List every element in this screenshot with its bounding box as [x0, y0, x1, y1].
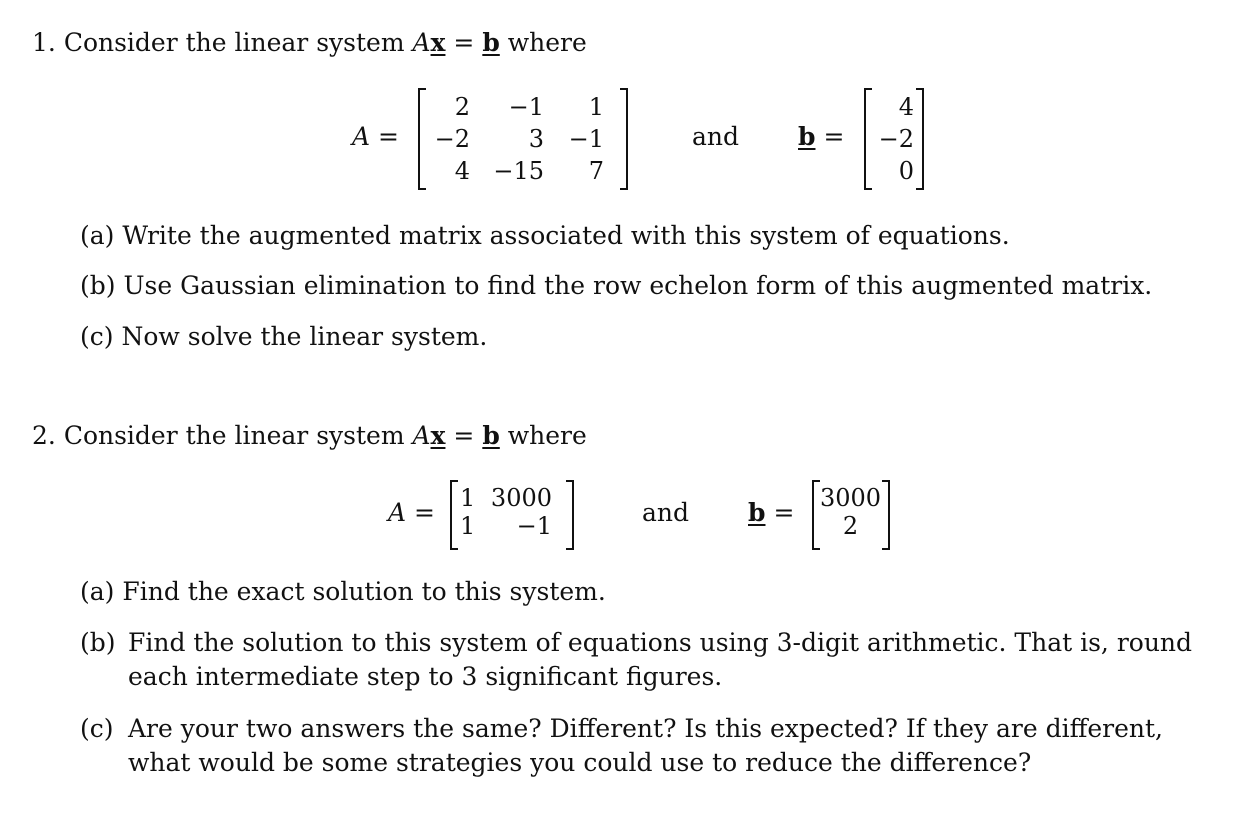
problem-1-x-symbol: x — [430, 28, 446, 57]
problem-2-vector-b-table — [814, 484, 887, 540]
problem-2-x-symbol: x — [430, 421, 446, 450]
vector-cell: −2 — [878, 125, 914, 153]
matrix-cell: 1 — [460, 512, 476, 540]
problem-1-vector-b-label: b = — [798, 122, 845, 151]
matrix-cell: 1 — [588, 93, 604, 121]
problem-1-matrix-A-table — [426, 91, 610, 187]
vector-cell: 0 — [898, 157, 914, 185]
problem-1-and: and — [692, 122, 740, 151]
problem-2-intro: Consider the linear system — [63, 421, 405, 450]
part-label: (a) — [80, 577, 115, 606]
part-label: (b) — [80, 628, 116, 657]
problem-2-heading — [32, 421, 587, 451]
problem-1-matrix-A-label: A = — [352, 122, 399, 151]
problem-2-equals: = — [453, 421, 475, 450]
problem-1-part-c — [80, 320, 487, 354]
part-text: Now solve the linear system. — [121, 322, 488, 351]
problem-1-heading — [32, 28, 587, 58]
problem-1-vector-b-table — [868, 91, 920, 187]
problem-2-matrix-A-label: A = — [388, 498, 435, 527]
matrix-cell: 7 — [588, 157, 604, 185]
matrix-cell: −1 — [508, 93, 544, 121]
problem-2-vector-b — [814, 480, 888, 550]
part-text: Use Gaussian elimination to find the row echelon form of this augmented matrix. — [123, 271, 1153, 300]
problem-1-matrix-A — [420, 88, 626, 190]
problem-1-part-a — [80, 219, 1010, 253]
problem-2-part-a — [80, 575, 606, 609]
matrix-cell: 1 — [460, 484, 476, 512]
matrix-cell: −15 — [493, 157, 544, 185]
problem-1-A-symbol: A — [412, 28, 431, 57]
problem-1-part-b — [80, 269, 1152, 303]
problem-1-equals: = — [453, 28, 475, 57]
part-text: Find the solution to this system of equations using 3-digit arithmetic. That is, round each intermediate step to 3 significant figures. — [128, 628, 1193, 691]
problem-2-number: 2. — [32, 421, 56, 450]
matrix-cell: 4 — [454, 157, 470, 185]
problem-1-vector-b — [866, 88, 922, 190]
vector-cell: 4 — [898, 93, 914, 121]
problem-1-number: 1. — [32, 28, 56, 57]
problem-2-A-symbol: A — [412, 421, 431, 450]
problem-2-matrix-A — [452, 480, 572, 550]
problem-1-b-symbol: b — [482, 28, 500, 57]
part-text: Write the augmented matrix associated with this system of equations. — [122, 221, 1010, 250]
problem-2-b-symbol: b — [482, 421, 500, 450]
part-text: Are your two answers the same? Different? Is this expected? If they are different, what would be some strategies you could use to reduce the difference? — [128, 714, 1163, 777]
part-label: (b) — [80, 271, 116, 300]
problem-1-where: where — [507, 28, 587, 57]
matrix-cell: −1 — [516, 512, 552, 540]
part-label: (c) — [80, 714, 114, 743]
matrix-cell: −2 — [434, 125, 470, 153]
matrix-cell: 2 — [454, 93, 470, 121]
problem-2-and: and — [642, 498, 690, 527]
vector-cell: 3000 — [820, 484, 882, 512]
problem-2-where: where — [507, 421, 587, 450]
matrix-cell: 3 — [528, 125, 544, 153]
part-text: Find the exact solution to this system. — [122, 577, 606, 606]
matrix-cell: 3000 — [490, 484, 552, 512]
problem-2-matrix-A-table — [454, 484, 558, 540]
problem-1-intro: Consider the linear system — [63, 28, 405, 57]
part-label: (c) — [80, 322, 114, 351]
matrix-cell: −1 — [568, 125, 604, 153]
problem-2-vector-b-label: b = — [748, 498, 795, 527]
part-label: (a) — [80, 221, 115, 250]
vector-cell: 2 — [842, 512, 859, 540]
